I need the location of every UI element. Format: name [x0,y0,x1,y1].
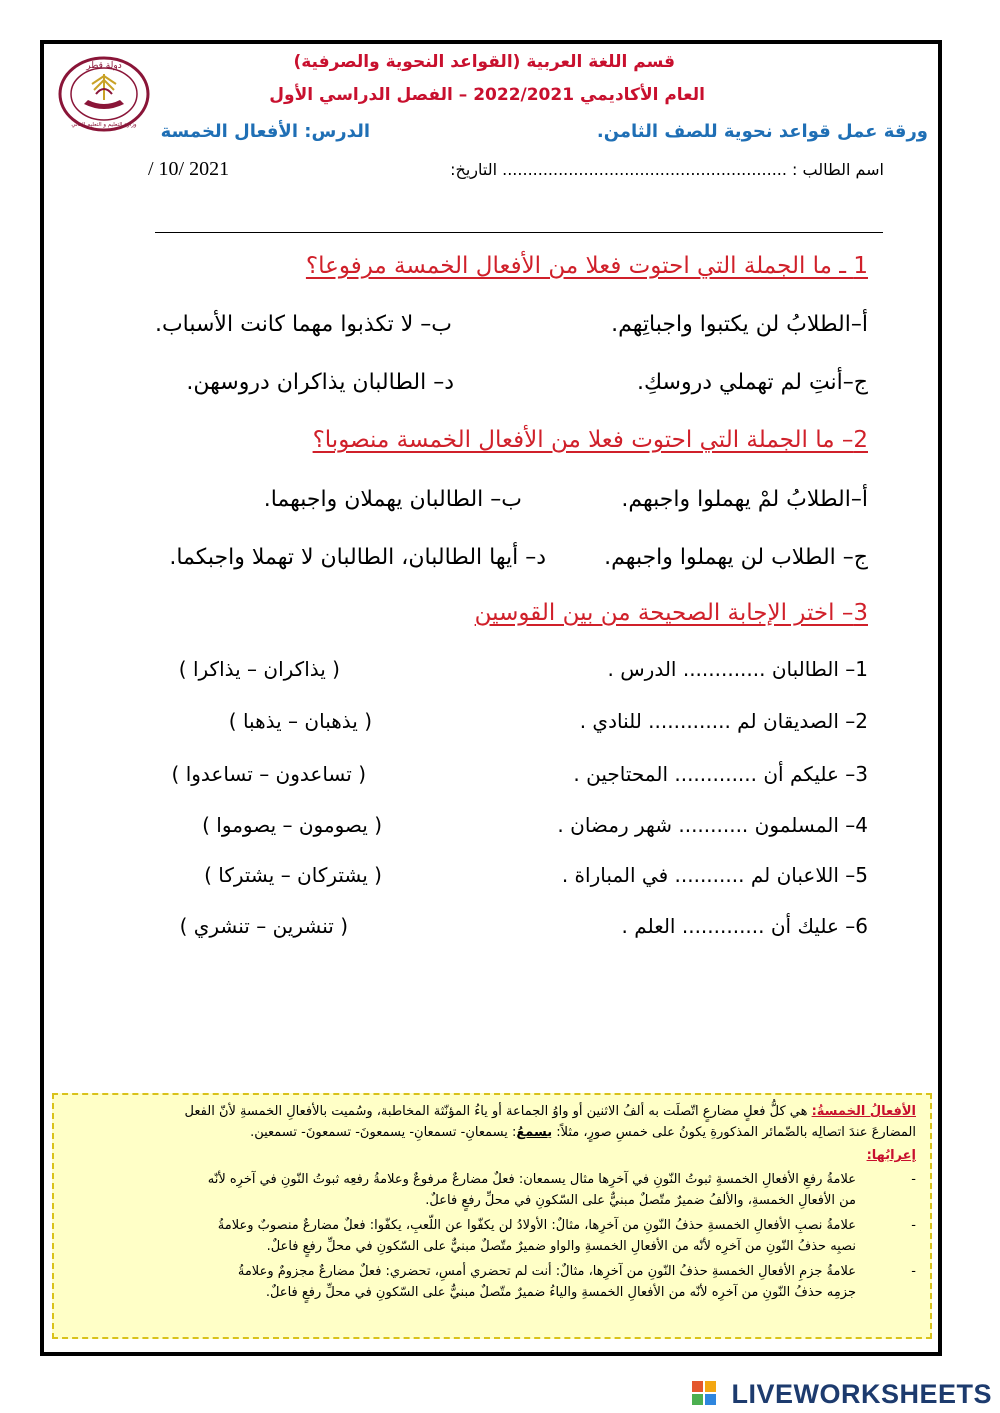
liveworksheets-logo[interactable]: LIVEWORKSHEETS [731,1379,992,1409]
q3-item-3-sentence: 3– عليكم أن ............. المحتاجين . [573,762,868,786]
q1-option-b: ب– لا تكذبوا مهما كانت الأسباب. [154,312,452,337]
q2-option-b: ب– الطالبان يهملان واجبهما. [263,487,522,512]
q3-title: 3– اختر الإجابة الصحيحة من بين القوسين [474,600,868,626]
q2-title: 2– ما الجملة التي احتوت فعلا من الأفعال الخمسة منصوبا؟ [312,427,868,453]
definition-text-2a: المضارعَ عندَ اتصالِه بالضّمائر المذكورةِ يكونُ على خمسِ صورٍ، مثلاً: [552,1125,916,1140]
definition-tag: الأفعالُ الخمسةُ: [811,1104,916,1119]
worksheet-title: ورقة عمل قواعد نحوية للصف الثامن. [596,121,928,142]
header-divider [155,232,883,233]
q3-item-5-choices[interactable]: ( يشتركان – يشتركا ) [204,863,382,887]
rule-raf-text-1a: علامةُ رفعِ الأفعالِ الخمسةِ ثبوتُ النّونِ في آخرِها مثال [565,1172,856,1187]
q3-item-1-choices[interactable]: ( يذاكران – يذاكرا ) [178,657,340,681]
department-title: قسم اللغة العربية (القواعد النحوية والصرفية) [293,52,675,72]
rule-raf-text-1b: : فعلٌ مضارعٌ مرفوعٌ وعلامةُ رفعِه ثبوتُ النّونِ في آخرِه لأنّه [207,1172,524,1187]
rule-nasb [56,1215,916,1257]
lesson-title: الدرس: الأفعال الخمسة [160,121,370,142]
irab-tag: إعرابُها: [866,1148,916,1163]
academic-year: العام الأكاديمي 2022/2021 – الفصل الدراسي الأول [269,85,705,105]
q3-item-6-sentence: 6– عليك أن ............. العلم . [621,914,868,938]
bullet-dash: - [911,1218,916,1233]
rule-raf-line-1 [56,1169,856,1190]
q1-option-d: د– الطالبان يذاكران دروسهن. [186,370,454,395]
q3-item-4-choices[interactable]: ( يصومون – يصوموا ) [202,813,382,837]
q2-option-d: د– أيها الطالبان، الطالبان لا تهملا واجبكما. [169,545,546,570]
student-name-label: اسم الطالب : ........................................................ التاريخ: [450,160,884,179]
logo-text-top: دولة قطر [86,61,122,71]
q3-item-2-choices[interactable]: ( يذهبان – يذهبا ) [228,709,372,733]
q2-option-a: أ–الطلابُ لمْ يهملوا واجبهم. [621,487,868,512]
q3-item-5-sentence: 5– اللاعبان لم ........... في المباراة . [561,863,868,887]
q3-item-3-choices[interactable]: ( تساعدون – تساعدوا ) [171,762,366,786]
rule-jazm [56,1261,916,1303]
date-value: / 10/ 2021 [148,158,230,180]
rule-jazm-line-2: جزمِه حذفُ النّونِ من آخرِه لأنّه من الأفعالِ الخمسةِ والياءُ ضميرٌ متّصلٌ مبنيٌّ على السّكونِ في محلِّ رفعٍ فاعلٌ. [265,1285,856,1300]
rule-jazm-line-1: علامةُ جزمِ الأفعالِ الخمسةِ حذفُ النّونِ من آخرِها، مثالٌ: أنت لم تحضري أمسِ، تحضري: فعلٌ مضارعٌ مجزومٌ وعلامةُ [237,1264,856,1279]
q1-option-c: ج–أنتِ لم تهملي دروسكِ. [637,370,868,395]
liveworksheets-icon [692,1381,716,1405]
q3-item-2-sentence: 2– الصديقان لم ............. للنادي . [579,709,868,733]
q3-item-4-sentence: 4– المسلمون ........... شهر رمضان . [557,813,868,837]
q2-option-c: ج– الطلاب لن يهملوا واجبهم. [604,545,868,570]
q1-title: 1 ـ ما الجملة التي احتوت فعلا من الأفعال الخمسة مرفوعا؟ [305,253,868,279]
definition-line-2 [66,1122,916,1143]
q3-item-6-choices[interactable]: ( تنشرين – تنشري ) [179,914,348,938]
rule-nasb-line-1: علامةُ نصبِ الأفعالِ الخمسةِ حذفُ النّونِ من آخرِها، مثالٌ: الأولادُ لن يكفّوا عن اللّعبِ، يكفّوا: فعلٌ مضارعٌ منصوبٌ وعلامةُ [217,1218,856,1233]
definition-line-1 [66,1101,916,1122]
grammar-note-box [52,1093,932,1339]
qatar-ministry-logo [56,54,152,134]
logo-text-bottom: وزارة التعليم و التعليم العالي [71,122,137,128]
q1-option-a: أ–الطلابُ لن يكتبوا واجباتِهم. [611,312,868,337]
rule-raf [56,1169,916,1211]
bullet-dash: - [911,1264,916,1279]
definition-verb: يسمعُ [516,1125,553,1140]
rule-nasb-line-2: نصبِه حذفُ النّونِ من آخرِه لأنّه من الأفعالِ الخمسةِ والواو ضميرٌ متّصلٌ مبنيٌّ على السّكونِ في محلِّ رفعٍ فاعلٌ. [266,1239,856,1254]
irab-heading [66,1145,916,1166]
bullet-dash: - [911,1172,916,1187]
rule-raf-verb: يسمعان [523,1172,566,1187]
definition-text-2b: : يسمعانِ- تسمعانِ- يسمعونَ- تسمعونَ- تسمعين. [250,1125,517,1140]
definition-text-1: هي كلُّ فعلٍ مضارعٍ اتّصلَت به ألفُ الاثنين أو واوُ الجماعة أو ياءُ المؤنّثة المخاطبة، وسُميت بالأفعالِ الخمسةِ لأنّ الفعل [184,1104,812,1119]
rule-raf-line-2: من الأفعالِ الخمسةِ، والألفُ ضميرٌ متّصلٌ مبنيٌّ على السّكونِ في محلِّ رفعٍ فاعلٌ. [425,1193,856,1208]
q3-item-1-sentence: 1– الطالبان ............. الدرس . [607,657,868,681]
